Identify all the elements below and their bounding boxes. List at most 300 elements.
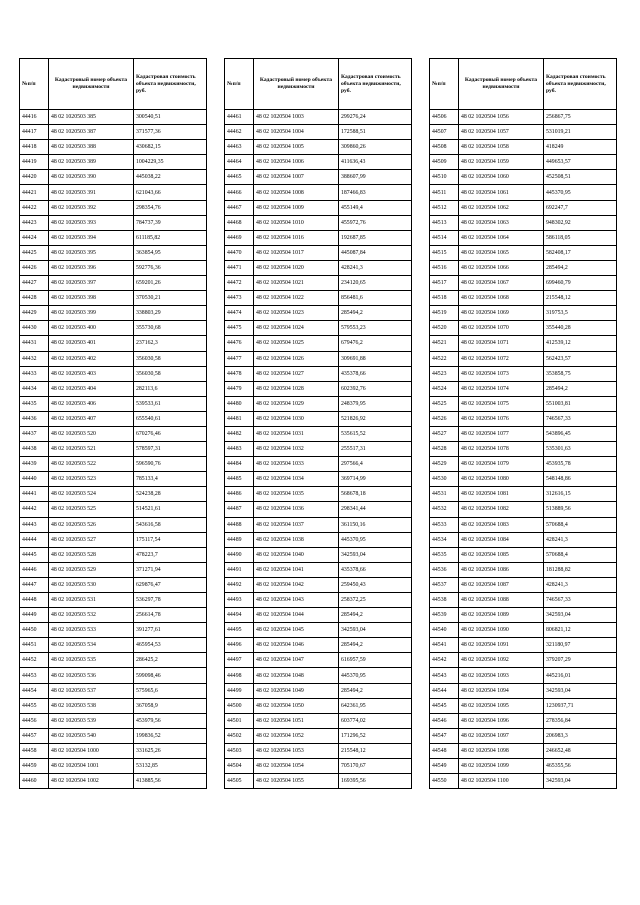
table-row — [225, 260, 412, 275]
table-row — [430, 562, 617, 577]
cadastral-value: 679476,2 — [339, 336, 412, 351]
cadastral-value: 215548,12 — [544, 291, 617, 306]
cadastral-number: 48 02 1020504 1065 — [459, 245, 544, 260]
table-row — [225, 200, 412, 215]
header-cadastral-value: Кадастровая стоимость объекта недвижимости, руб. — [339, 59, 412, 110]
cadastral-value: 53132,85 — [134, 759, 207, 774]
row-number: 44512 — [430, 200, 459, 215]
cadastral-number: 48 02 1020504 1056 — [459, 110, 544, 125]
table-row — [430, 623, 617, 638]
row-number: 44524 — [430, 381, 459, 396]
row-number: 44462 — [225, 125, 254, 140]
table-row — [20, 593, 207, 608]
cadastral-number: 48 02 1020504 1038 — [254, 532, 339, 547]
cadastral-number: 48 02 1020504 1068 — [459, 291, 544, 306]
cadastral-value: 342593,04 — [544, 774, 617, 789]
cadastral-value: 342593,04 — [339, 547, 412, 562]
cadastral-value: 659201,26 — [134, 276, 207, 291]
row-number: 44482 — [225, 426, 254, 441]
cadastral-number: 48 02 1020503 385 — [49, 110, 134, 125]
table-row — [20, 743, 207, 758]
table-row — [430, 426, 617, 441]
cadastral-value: 586118,05 — [544, 230, 617, 245]
table-row — [225, 608, 412, 623]
cadastral-number: 48 02 1020503 532 — [49, 608, 134, 623]
table-row — [430, 774, 617, 789]
table-row — [430, 110, 617, 125]
table-row — [225, 110, 412, 125]
cadastral-number: 48 02 1020504 1024 — [254, 321, 339, 336]
row-number: 44536 — [430, 562, 459, 577]
cadastral-number: 48 02 1020503 529 — [49, 562, 134, 577]
table-row — [430, 170, 617, 185]
cadastral-number: 48 02 1020503 521 — [49, 442, 134, 457]
row-number: 44435 — [20, 396, 49, 411]
cadastral-number: 48 02 1020504 1043 — [254, 593, 339, 608]
row-number: 44506 — [430, 110, 459, 125]
row-number: 44514 — [430, 230, 459, 245]
cadastral-number: 48 02 1020504 1059 — [459, 155, 544, 170]
cadastral-number: 48 02 1020504 1089 — [459, 608, 544, 623]
header-cadastral-number: Кадастровый номер объекта недвижимости — [49, 59, 134, 110]
row-number: 44465 — [225, 170, 254, 185]
header-cadastral-value: Кадастровая стоимость объекта недвижимости, руб. — [134, 59, 207, 110]
header-number: №п/п — [225, 59, 254, 110]
table-row — [225, 411, 412, 426]
cadastral-value: 355730,68 — [134, 321, 207, 336]
table-row — [20, 140, 207, 155]
table-row — [430, 351, 617, 366]
cadastral-number: 48 02 1020504 1005 — [254, 140, 339, 155]
cadastral-value: 379207,29 — [544, 653, 617, 668]
row-number: 44533 — [430, 517, 459, 532]
table-row — [20, 608, 207, 623]
row-number: 44463 — [225, 140, 254, 155]
cadastral-number: 48 02 1020504 1078 — [459, 442, 544, 457]
cadastral-value: 521826,92 — [339, 411, 412, 426]
cadastral-number: 48 02 1020503 536 — [49, 668, 134, 683]
row-number: 44456 — [20, 713, 49, 728]
table-row — [430, 608, 617, 623]
cadastral-value: 535615,52 — [339, 426, 412, 441]
table-row — [20, 759, 207, 774]
row-number: 44535 — [430, 547, 459, 562]
table-row — [430, 683, 617, 698]
cadastral-value: 282113,6 — [134, 381, 207, 396]
table-row — [20, 426, 207, 441]
cadastral-number: 48 02 1020504 1045 — [254, 623, 339, 638]
row-number: 44543 — [430, 668, 459, 683]
table-row — [225, 547, 412, 562]
cadastral-number: 48 02 1020504 1017 — [254, 245, 339, 260]
cadastral-value: 259450,43 — [339, 577, 412, 592]
row-number: 44425 — [20, 245, 49, 260]
table-row — [20, 653, 207, 668]
table-row — [20, 713, 207, 728]
table-row — [430, 140, 617, 155]
table-row — [225, 276, 412, 291]
cadastral-number: 48 02 1020503 534 — [49, 638, 134, 653]
table-row — [430, 743, 617, 758]
row-number: 44464 — [225, 155, 254, 170]
row-number: 44521 — [430, 336, 459, 351]
cadastral-value: 331625,26 — [134, 743, 207, 758]
cadastral-value: 187466,83 — [339, 185, 412, 200]
table-row — [20, 517, 207, 532]
cadastral-value: 285494,2 — [339, 306, 412, 321]
table-row — [430, 759, 617, 774]
table-row — [430, 306, 617, 321]
cadastral-number: 48 02 1020504 1023 — [254, 306, 339, 321]
table-row — [225, 577, 412, 592]
row-number: 44513 — [430, 215, 459, 230]
row-number: 44460 — [20, 774, 49, 789]
table-row — [225, 185, 412, 200]
row-number: 44475 — [225, 321, 254, 336]
row-number: 44500 — [225, 698, 254, 713]
cadastral-value: 363854,95 — [134, 245, 207, 260]
row-number: 44416 — [20, 110, 49, 125]
table-row — [225, 457, 412, 472]
cadastral-number: 48 02 1020504 1083 — [459, 517, 544, 532]
row-number: 44436 — [20, 411, 49, 426]
row-number: 44480 — [225, 396, 254, 411]
cadastral-number: 48 02 1020504 1086 — [459, 562, 544, 577]
cadastral-value: 338803,29 — [134, 306, 207, 321]
row-number: 44509 — [430, 155, 459, 170]
cadastral-number: 48 02 1020504 1085 — [459, 547, 544, 562]
cadastral-number: 48 02 1020504 1008 — [254, 185, 339, 200]
cadastral-value: 948302,92 — [544, 215, 617, 230]
row-number: 44474 — [225, 306, 254, 321]
cadastral-value: 602392,76 — [339, 381, 412, 396]
header-cadastral-number: Кадастровый номер объекта недвижимости — [459, 59, 544, 110]
row-number: 44549 — [430, 759, 459, 774]
cadastral-number: 48 02 1020503 400 — [49, 321, 134, 336]
row-number: 44429 — [20, 306, 49, 321]
cadastral-value: 1004229,35 — [134, 155, 207, 170]
row-number: 44459 — [20, 759, 49, 774]
cadastral-value: 258372,25 — [339, 593, 412, 608]
table-row — [225, 291, 412, 306]
cadastral-value: 453935,78 — [544, 457, 617, 472]
row-number: 44431 — [20, 336, 49, 351]
cadastral-value: 806821,12 — [544, 623, 617, 638]
row-number: 44449 — [20, 608, 49, 623]
row-number: 44505 — [225, 774, 254, 789]
table-row — [20, 155, 207, 170]
cadastral-value: 452508,51 — [544, 170, 617, 185]
cadastral-value: 285494,2 — [339, 638, 412, 653]
table-row — [225, 396, 412, 411]
cadastral-number: 48 02 1020504 1087 — [459, 577, 544, 592]
row-number: 44503 — [225, 743, 254, 758]
row-number: 44545 — [430, 698, 459, 713]
cadastral-number: 48 02 1020504 1052 — [254, 728, 339, 743]
cadastral-value: 435378,66 — [339, 562, 412, 577]
cadastral-value: 449653,57 — [544, 155, 617, 170]
table-row — [430, 653, 617, 668]
cadastral-number: 48 02 1020503 520 — [49, 426, 134, 441]
table-row — [225, 562, 412, 577]
row-number: 44438 — [20, 442, 49, 457]
row-number: 44491 — [225, 562, 254, 577]
table-row — [20, 457, 207, 472]
cadastral-number: 48 02 1020503 540 — [49, 728, 134, 743]
cadastral-value: 514521,61 — [134, 502, 207, 517]
cadastral-number: 48 02 1020503 522 — [49, 457, 134, 472]
cadastral-number: 48 02 1020503 404 — [49, 381, 134, 396]
table-row — [430, 728, 617, 743]
cadastral-value: 621043,66 — [134, 185, 207, 200]
cadastral-number: 48 02 1020503 538 — [49, 698, 134, 713]
row-number: 44499 — [225, 683, 254, 698]
cadastral-number: 48 02 1020504 1016 — [254, 230, 339, 245]
row-number: 44466 — [225, 185, 254, 200]
table-row — [20, 532, 207, 547]
row-number: 44471 — [225, 260, 254, 275]
cadastral-value: 699460,79 — [544, 276, 617, 291]
cadastral-value: 206983,3 — [544, 728, 617, 743]
cadastral-number: 48 02 1020503 524 — [49, 487, 134, 502]
table-row — [225, 713, 412, 728]
cadastral-value: 278356,84 — [544, 713, 617, 728]
table-row — [430, 381, 617, 396]
cadastral-value: 169395,56 — [339, 774, 412, 789]
cadastral-value: 361150,16 — [339, 517, 412, 532]
cadastral-number: 48 02 1020504 1009 — [254, 200, 339, 215]
cadastral-value: 478223,7 — [134, 547, 207, 562]
cadastral-value: 592776,36 — [134, 260, 207, 275]
table-row — [20, 215, 207, 230]
table-row — [430, 411, 617, 426]
cadastral-number: 48 02 1020504 1100 — [459, 774, 544, 789]
cadastral-number: 48 02 1020504 1046 — [254, 638, 339, 653]
table-row — [225, 381, 412, 396]
row-number: 44477 — [225, 351, 254, 366]
row-number: 44433 — [20, 366, 49, 381]
cadastral-number: 48 02 1020504 1096 — [459, 713, 544, 728]
table-row — [430, 472, 617, 487]
cadastral-value: 371271,94 — [134, 562, 207, 577]
cadastral-number: 48 02 1020503 401 — [49, 336, 134, 351]
cadastral-number: 48 02 1020504 1069 — [459, 306, 544, 321]
cadastral-number: 48 02 1020504 1034 — [254, 472, 339, 487]
cadastral-value: 543616,58 — [134, 517, 207, 532]
cadastral-value: 692247,7 — [544, 200, 617, 215]
cadastral-number: 48 02 1020504 1082 — [459, 502, 544, 517]
table-row — [20, 200, 207, 215]
row-number: 44472 — [225, 276, 254, 291]
cadastral-value: 298341,44 — [339, 502, 412, 517]
cadastral-number: 48 02 1020504 1047 — [254, 653, 339, 668]
row-number: 44529 — [430, 457, 459, 472]
cadastral-number: 48 02 1020504 1031 — [254, 426, 339, 441]
table-row — [225, 774, 412, 789]
table-row — [430, 517, 617, 532]
cadastral-value: 603774,02 — [339, 713, 412, 728]
cadastral-number: 48 02 1020504 1051 — [254, 713, 339, 728]
cadastral-number: 48 02 1020504 1066 — [459, 260, 544, 275]
table-row — [225, 336, 412, 351]
cadastral-value: 856481,6 — [339, 291, 412, 306]
row-number: 44497 — [225, 653, 254, 668]
row-number: 44546 — [430, 713, 459, 728]
cadastral-value: 642361,95 — [339, 698, 412, 713]
row-number: 44541 — [430, 638, 459, 653]
cadastral-value: 428241,3 — [544, 532, 617, 547]
table-row — [20, 562, 207, 577]
table-row — [225, 487, 412, 502]
row-number: 44430 — [20, 321, 49, 336]
table-row — [430, 487, 617, 502]
table-row — [430, 260, 617, 275]
row-number: 44523 — [430, 366, 459, 381]
table-row — [430, 547, 617, 562]
table-header-row — [430, 59, 617, 110]
row-number: 44458 — [20, 743, 49, 758]
table-row — [430, 200, 617, 215]
row-number: 44519 — [430, 306, 459, 321]
row-number: 44532 — [430, 502, 459, 517]
row-number: 44432 — [20, 351, 49, 366]
cadastral-number: 48 02 1020503 530 — [49, 577, 134, 592]
cadastral-value: 453979,56 — [134, 713, 207, 728]
row-number: 44531 — [430, 487, 459, 502]
row-number: 44440 — [20, 472, 49, 487]
row-number: 44520 — [430, 321, 459, 336]
cadastral-value: 391277,61 — [134, 623, 207, 638]
row-number: 44468 — [225, 215, 254, 230]
cadastral-number: 48 02 1020504 1090 — [459, 623, 544, 638]
cadastral-value: 285494,2 — [544, 381, 617, 396]
cadastral-table-3 — [429, 58, 617, 789]
row-number: 44530 — [430, 472, 459, 487]
row-number: 44507 — [430, 125, 459, 140]
table-row — [430, 336, 617, 351]
table-row — [20, 502, 207, 517]
row-number: 44419 — [20, 155, 49, 170]
cadastral-value: 655540,61 — [134, 411, 207, 426]
cadastral-number: 48 02 1020503 394 — [49, 230, 134, 245]
row-number: 44494 — [225, 608, 254, 623]
table-row — [20, 306, 207, 321]
table-row — [20, 321, 207, 336]
cadastral-number: 48 02 1020503 402 — [49, 351, 134, 366]
table-row — [225, 442, 412, 457]
cadastral-number: 48 02 1020504 1081 — [459, 487, 544, 502]
cadastral-number: 48 02 1020504 1075 — [459, 396, 544, 411]
row-number: 44467 — [225, 200, 254, 215]
table-row — [225, 170, 412, 185]
cadastral-number: 48 02 1020504 1054 — [254, 759, 339, 774]
table-row — [225, 623, 412, 638]
table-row — [225, 155, 412, 170]
table-row — [225, 472, 412, 487]
cadastral-value: 255517,31 — [339, 442, 412, 457]
table-row — [20, 381, 207, 396]
row-number: 44421 — [20, 185, 49, 200]
table-row — [20, 472, 207, 487]
cadastral-value: 543896,45 — [544, 426, 617, 441]
cadastral-number: 48 02 1020504 1070 — [459, 321, 544, 336]
cadastral-value: 192687,85 — [339, 230, 412, 245]
row-number: 44492 — [225, 577, 254, 592]
row-number: 44455 — [20, 698, 49, 713]
cadastral-value: 285494,2 — [544, 260, 617, 275]
cadastral-value: 568678,18 — [339, 487, 412, 502]
row-number: 44444 — [20, 532, 49, 547]
table-row — [225, 140, 412, 155]
cadastral-value: 342593,04 — [339, 623, 412, 638]
cadastral-value: 536297,78 — [134, 593, 207, 608]
cadastral-number: 48 02 1020504 1067 — [459, 276, 544, 291]
row-number: 44542 — [430, 653, 459, 668]
row-number: 44504 — [225, 759, 254, 774]
row-number: 44516 — [430, 260, 459, 275]
cadastral-value: 237162,3 — [134, 336, 207, 351]
cadastral-number: 48 02 1020503 525 — [49, 502, 134, 517]
table-row — [20, 728, 207, 743]
cadastral-value: 171296,52 — [339, 728, 412, 743]
table-row — [20, 336, 207, 351]
cadastral-number: 48 02 1020504 1025 — [254, 336, 339, 351]
cadastral-value: 370530,21 — [134, 291, 207, 306]
cadastral-number: 48 02 1020503 399 — [49, 306, 134, 321]
cadastral-number: 48 02 1020504 1029 — [254, 396, 339, 411]
cadastral-number: 48 02 1020503 407 — [49, 411, 134, 426]
cadastral-number: 48 02 1020504 1003 — [254, 110, 339, 125]
table-row — [20, 276, 207, 291]
row-number: 44422 — [20, 200, 49, 215]
cadastral-value: 445370,95 — [339, 532, 412, 547]
table-row — [430, 442, 617, 457]
cadastral-value: 535301,63 — [544, 442, 617, 457]
header-cadastral-value: Кадастровая стоимость объекта недвижимости, руб. — [544, 59, 617, 110]
cadastral-number: 48 02 1020504 1035 — [254, 487, 339, 502]
row-number: 44461 — [225, 110, 254, 125]
table-row — [430, 668, 617, 683]
row-number: 44483 — [225, 442, 254, 457]
cadastral-number: 48 02 1020503 528 — [49, 547, 134, 562]
cadastral-value: 234120,65 — [339, 276, 412, 291]
row-number: 44550 — [430, 774, 459, 789]
cadastral-value: 599098,46 — [134, 668, 207, 683]
row-number: 44490 — [225, 547, 254, 562]
row-number: 44418 — [20, 140, 49, 155]
cadastral-number: 48 02 1020504 1021 — [254, 276, 339, 291]
cadastral-number: 48 02 1020504 1030 — [254, 411, 339, 426]
table-row — [225, 532, 412, 547]
cadastral-number: 48 02 1020504 1080 — [459, 472, 544, 487]
cadastral-value: 342593,04 — [544, 608, 617, 623]
table-row — [20, 547, 207, 562]
cadastral-value: 285494,2 — [339, 608, 412, 623]
row-number: 44442 — [20, 502, 49, 517]
cadastral-number: 48 02 1020504 1027 — [254, 366, 339, 381]
table-row — [430, 215, 617, 230]
cadastral-number: 48 02 1020504 1095 — [459, 698, 544, 713]
cadastral-number: 48 02 1020504 1002 — [49, 774, 134, 789]
cadastral-number: 48 02 1020504 1084 — [459, 532, 544, 547]
cadastral-number: 48 02 1020504 1073 — [459, 366, 544, 381]
cadastral-number: 48 02 1020504 1048 — [254, 668, 339, 683]
table-row — [20, 185, 207, 200]
cadastral-value: 248379,95 — [339, 396, 412, 411]
cadastral-value: 551003,81 — [544, 396, 617, 411]
table-row — [430, 593, 617, 608]
cadastral-value: 539533,61 — [134, 396, 207, 411]
